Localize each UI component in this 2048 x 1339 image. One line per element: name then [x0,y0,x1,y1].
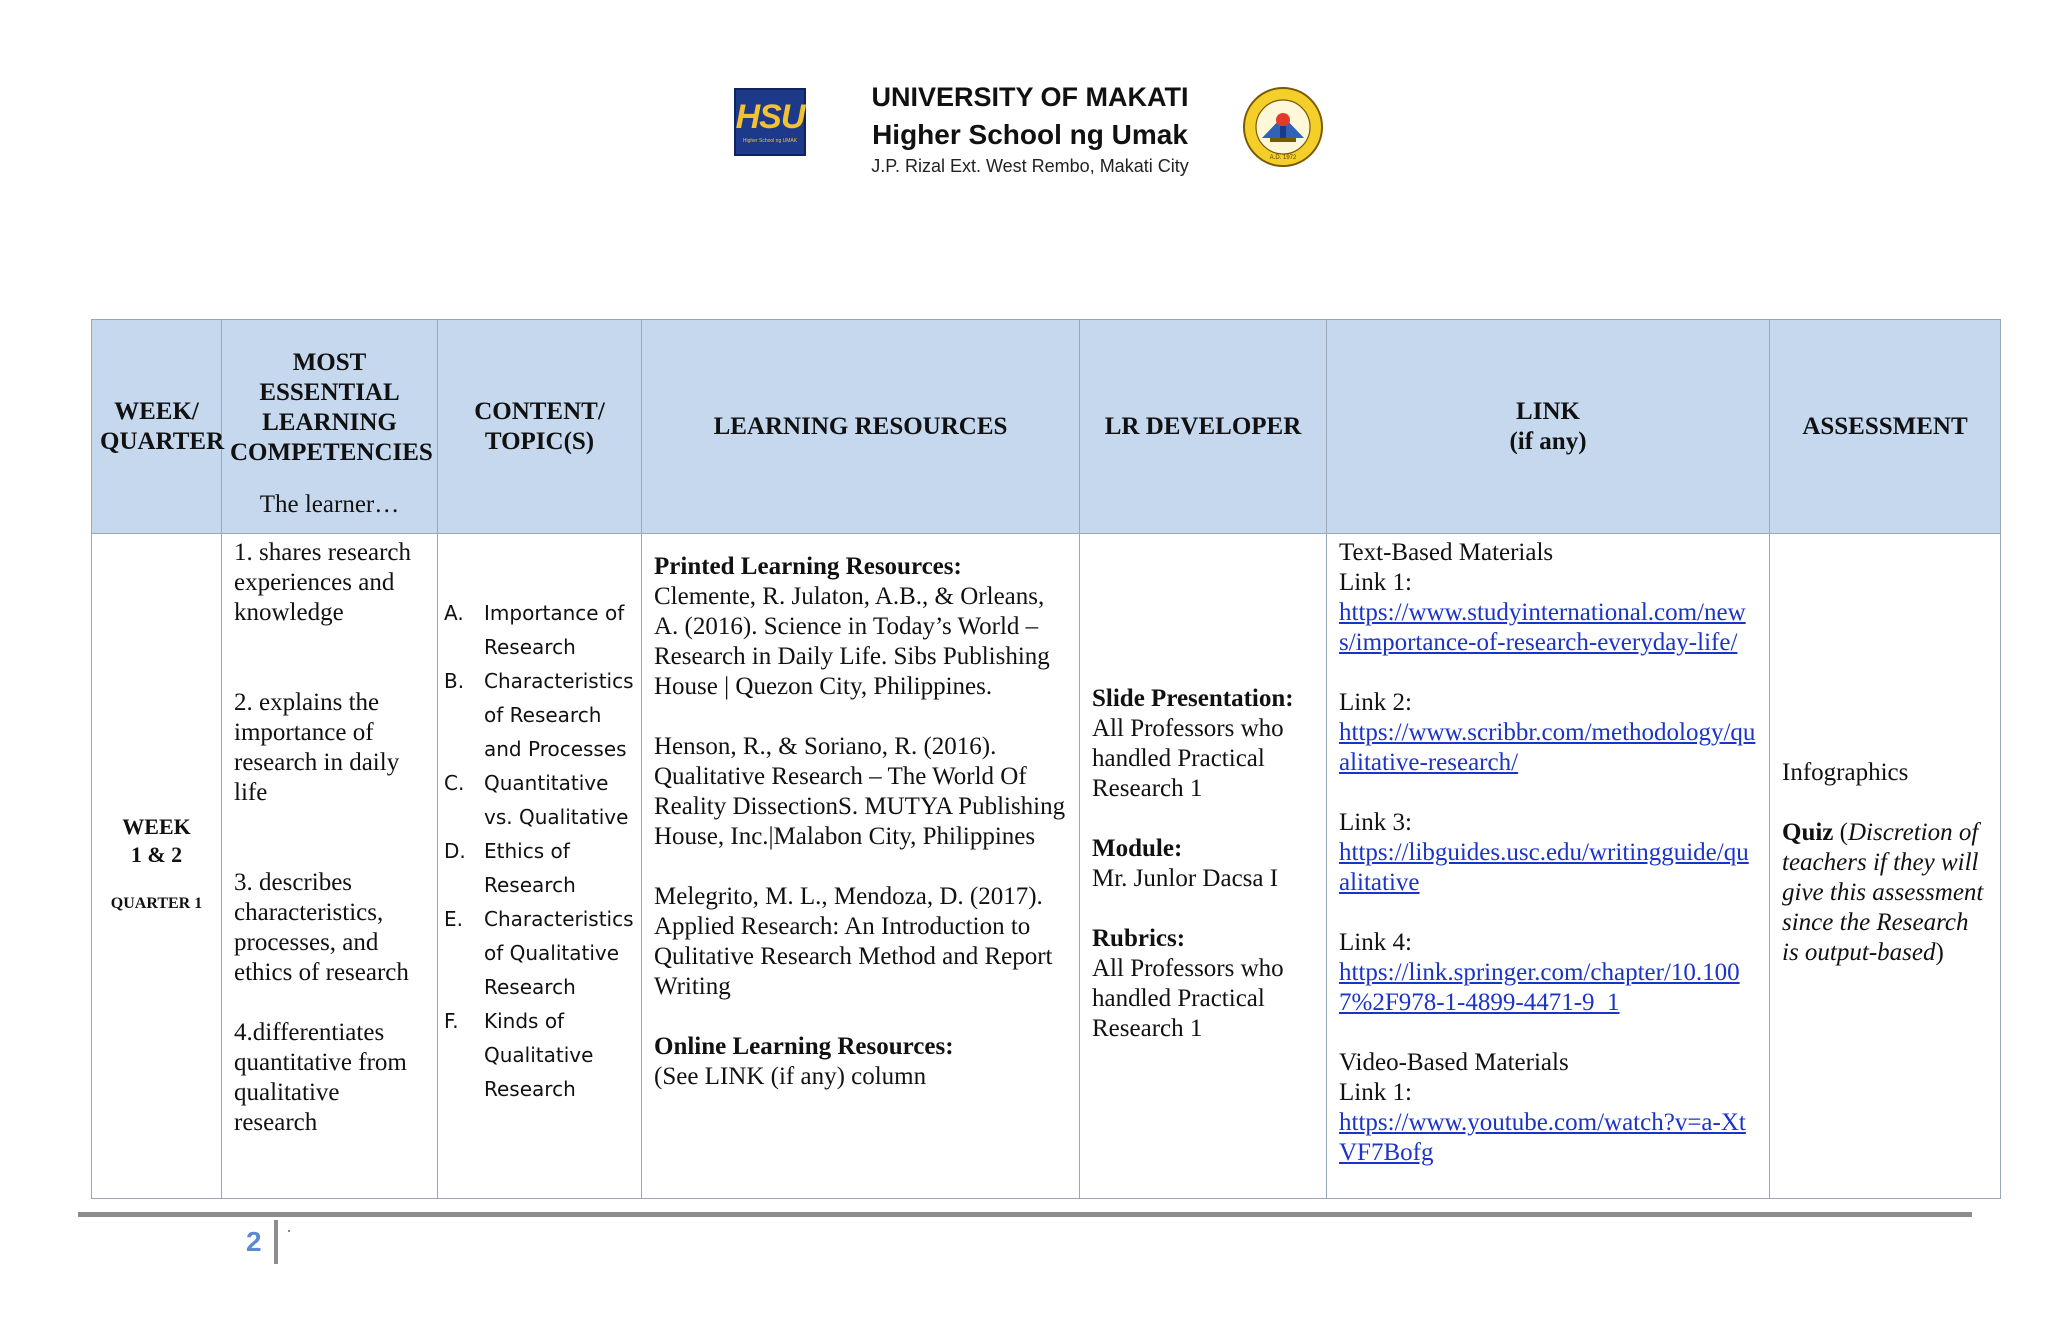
video-based-label: Video-Based Materials [1339,1049,1569,1076]
reference-1: Clemente, R. Julaton, A.B., & Orleans, A. (2016). Science in Today’s World – Research in Daily Life. Sibs Publishing House | Quezon City, Philippines. [654,583,1050,700]
video-link-1[interactable]: https://www.youtube.com/watch?v=a-XtVF7Bofg [1339,1109,1746,1166]
developer-cell [1080,534,1327,1199]
reference-3: Melegrito, M. L., Mendoza, D. (2017). Applied Research: An Introduction to Qulitative Research Method and Report Writing [654,883,1053,1000]
link-4-label: Link 4: [1339,929,1412,956]
quiz-close-paren: ) [1935,939,1944,966]
footer-dot [288,1230,290,1232]
letterhead [0,0,2048,200]
video-link-1-label: Link 1: [1339,1079,1412,1106]
topic-item: E. Characteristics of Qualitative Research [444,907,634,999]
header-link-line1: LINK [1516,397,1580,425]
module-text: Mr. Junlor Dacsa I [1092,865,1279,892]
links-cell [1327,534,1770,1199]
topic-item: A. Importance of Research [444,601,625,659]
link-3[interactable]: https://libguides.usc.edu/writingguide/qualitative [1339,839,1749,896]
rubrics-label: Rubrics: [1092,925,1186,952]
seal-year: A.D. 1972 [1269,155,1297,161]
header-link [1327,320,1770,534]
assessment-quiz [1782,818,1988,968]
page-number-bar [274,1220,278,1264]
quiz-label: Quiz [1782,819,1834,846]
hsu-logo [734,88,806,156]
page-number: 2 [246,1226,262,1257]
topics-cell [438,534,642,1199]
footer-divider [78,1212,1972,1217]
university-name: UNIVERSITY OF MAKATI [871,82,1189,112]
competency-2: 2. explains the importance of research in daily life [234,689,400,806]
header-link-line2: (if any) [1509,427,1587,455]
topic-item: D. Ethics of Research [444,839,576,897]
header-content: CONTENT/ TOPIC(S) [438,320,642,534]
printed-resources-label: Printed Learning Resources: [654,553,962,580]
topic-item: C. Quantitative vs. Qualitative [444,771,629,829]
text-based-label: Text-Based Materials [1339,539,1554,566]
competencies-cell [222,534,438,1199]
resources-cell [642,534,1080,1199]
topic-item: F. Kinds of Qualitative Research [444,1009,594,1101]
quiz-note: Discretion of teachers if they will give this assessment since the Research is output-based [1782,819,1984,966]
hsu-logo-text: HSU [735,97,805,136]
header-learner-note: The learner… [259,490,400,518]
link-1[interactable]: https://www.studyinternational.com/news/importance-of-research-everyday-life/ [1339,599,1746,656]
header-resources: LEARNING RESOURCES [642,320,1080,534]
quarter-label: QUARTER 1 [110,895,203,912]
university-seal-icon [1242,86,1324,168]
week-number: 1 & 2 [130,842,183,867]
header-competencies-label: MOST ESSENTIAL LEARNING COMPETENCIES [230,348,433,466]
link-4[interactable]: https://link.springer.com/chapter/10.1007%2F978-1-4899-4471-9_1 [1339,959,1740,1016]
week-cell [92,534,222,1199]
school-address: J.P. Rizal Ext. West Rembo, Makati City [871,156,1189,176]
header-competencies [222,320,438,534]
quiz-open-paren: ( [1839,819,1848,846]
online-resources-label: Online Learning Resources: [654,1033,954,1060]
online-resources-note: (See LINK (if any) column [654,1063,927,1090]
competency-1: 1. shares research experiences and knowledge [234,539,411,626]
link-3-label: Link 3: [1339,809,1412,836]
learning-plan-table [91,319,2001,1199]
assessment-cell [1770,534,2001,1199]
slide-presentation-label: Slide Presentation: [1092,685,1294,712]
hsu-logo-subtext: Higher School ng UMAK [742,137,798,144]
header-developer: LR DEVELOPER [1080,320,1327,534]
link-2[interactable]: https://www.scribbr.com/methodology/qualitative-research/ [1339,719,1756,776]
assessment-infographics: Infographics [1782,759,1909,786]
table-header-row [92,320,2001,534]
week-label: WEEK [122,814,191,839]
topic-item: B. Characteristics of Research and Processes [444,669,634,761]
header-week: WEEK/ QUARTER [92,320,222,534]
link-2-label: Link 2: [1339,689,1412,716]
header-assessment: ASSESSMENT [1770,320,2001,534]
link-1-label: Link 1: [1339,569,1412,596]
slide-presentation-text: All Professors who handled Practical Research 1 [1092,715,1284,802]
competency-4: 4.differentiates quantitative from qualitative research [234,1019,407,1136]
table-row [92,534,2001,1199]
module-label: Module: [1092,835,1183,862]
reference-2: Henson, R., & Soriano, R. (2016). Qualitative Research – The World Of Reality DissectionS. MUTYA Publishing House, Inc.|Malabon City, Philippines [654,733,1066,850]
rubrics-text: All Professors who handled Practical Research 1 [1092,955,1284,1042]
competency-3: 3. describes characteristics, processes, and ethics of research [234,869,409,986]
school-name: Higher School ng Umak [872,119,1188,150]
